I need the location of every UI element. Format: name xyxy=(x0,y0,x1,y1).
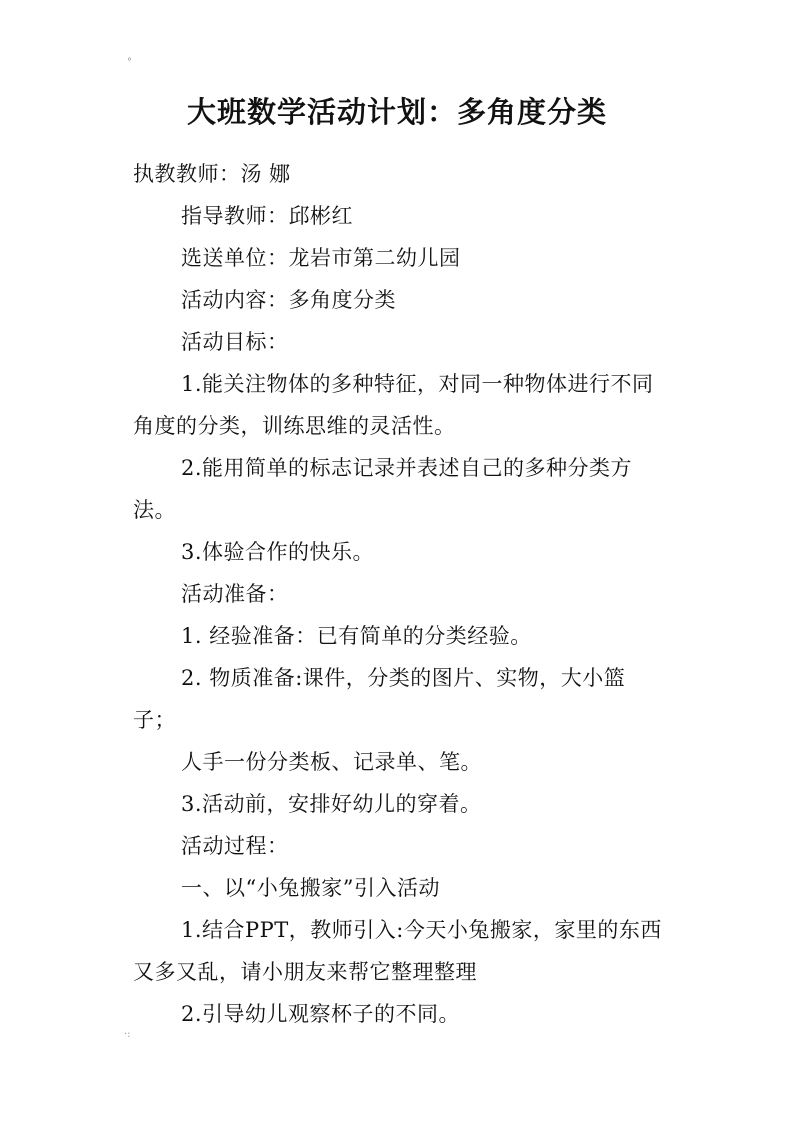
corner-mark-top: ° xyxy=(127,57,132,68)
paragraph: 2.能用简单的标志记录并表述自己的多种分类方法。 xyxy=(133,456,633,522)
paragraph: 指导教师：邱彬红 xyxy=(181,204,353,228)
paragraph: 选送单位：龙岩市第二幼儿园 xyxy=(181,246,461,270)
paragraph: 活动内容：多角度分类 xyxy=(181,288,396,312)
paragraph: 活动目标： xyxy=(181,330,289,354)
paragraph: 一、以“小兔搬家”引入活动 xyxy=(181,876,440,900)
paragraph: 1.能关注物体的多种特征，对同一种物体进行不同角度的分类，训练思维的灵活性。 xyxy=(133,372,654,438)
paragraph: 2. 物质准备:课件，分类的图片、实物，大小篮子； xyxy=(133,666,626,732)
paragraph: 执教教师：汤 娜 xyxy=(133,162,291,186)
paragraph: 活动准备： xyxy=(181,582,289,606)
paragraph: 人手一份分类板、记录单、笔。 xyxy=(181,750,482,774)
paragraph: 1.结合PPT，教师引入:今天小兔搬家，家里的东西又多又乱，请小朋友来帮它整理整理 xyxy=(133,918,662,984)
document-body xyxy=(133,153,665,1035)
document-title: 大班数学活动计划：多角度分类 xyxy=(186,95,607,129)
paragraph: 3.体验合作的快乐。 xyxy=(181,540,375,564)
paragraph: 1. 经验准备：已有简单的分类经验。 xyxy=(181,624,532,648)
paragraph: 活动过程： xyxy=(181,834,289,858)
paragraph: 2.引导幼儿观察杯子的不同。 xyxy=(181,1002,461,1026)
paragraph: 3.活动前，安排好幼儿的穿着。 xyxy=(181,792,482,816)
corner-mark-bottom: ·: xyxy=(124,1029,131,1040)
